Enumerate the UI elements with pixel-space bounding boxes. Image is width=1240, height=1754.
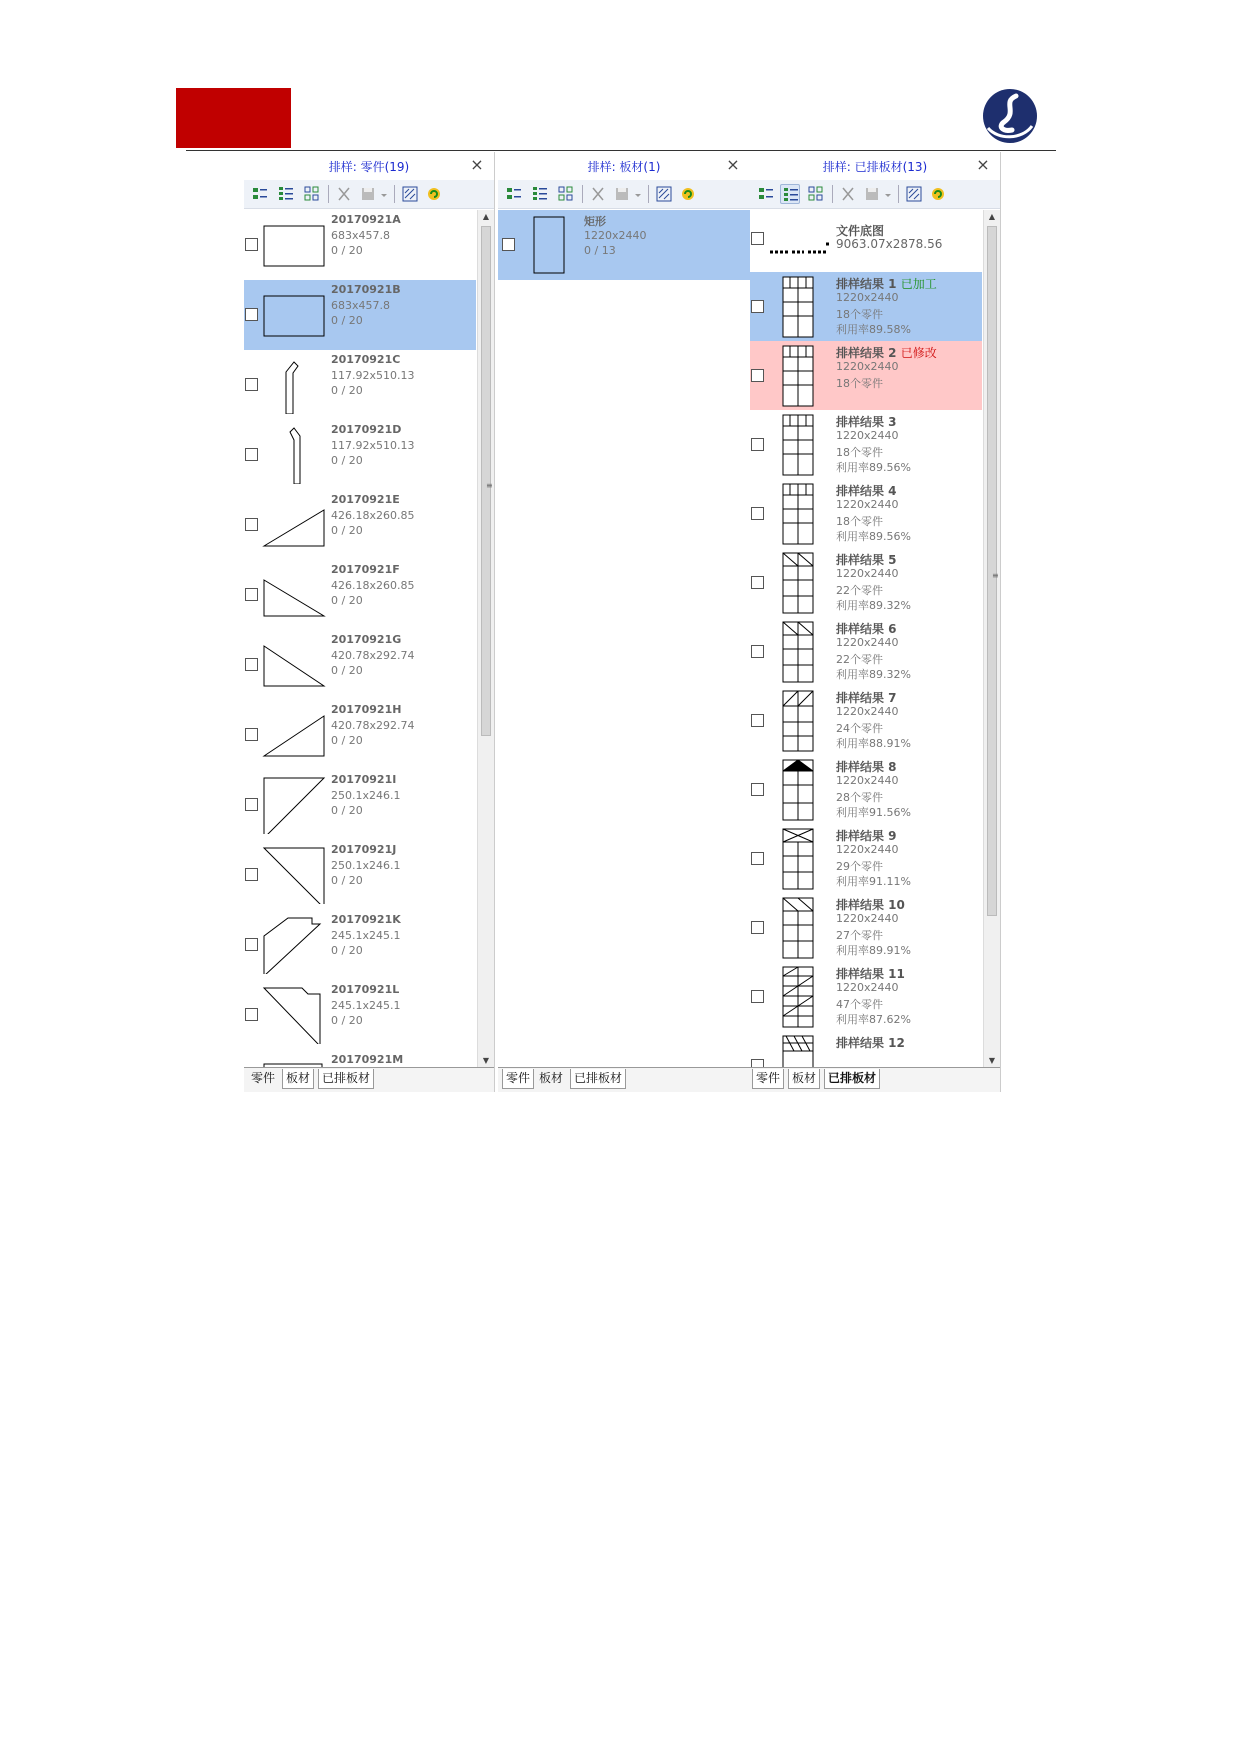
status-badge: 已修改 [900,346,937,360]
checkbox[interactable] [751,232,764,245]
chevron-down-icon[interactable] [378,184,388,204]
nest-result-thumbnail [782,1035,814,1068]
panel-title: 排样: 板材(1) [587,160,661,174]
tab-sheets[interactable]: 板材 [539,1071,564,1085]
nest-icon[interactable] [904,184,924,204]
toolbar [750,180,1000,209]
part-thumbnail [262,356,332,414]
part-thumbnail [262,636,332,694]
large-list-view-icon[interactable] [504,184,524,204]
checkbox[interactable] [245,238,258,251]
checkbox[interactable] [751,852,764,865]
save-icon[interactable] [862,184,882,204]
tab-sheets[interactable]: 板材 [282,1069,314,1089]
checkbox[interactable] [245,728,258,741]
list-item[interactable]: 排样结果 11 1220x2440 47个零件 利用率87.62% [750,962,982,1031]
chevron-down-icon[interactable] [882,184,892,204]
small-list-view-icon[interactable] [530,184,550,204]
part-thumbnail [262,916,332,974]
checkbox[interactable] [245,448,258,461]
cut-icon[interactable] [334,184,354,204]
scroll-down-icon[interactable]: ▼ [482,1056,490,1065]
list-item[interactable]: 20170921C 117.92x510.13 0 / 20 [244,350,476,420]
save-icon[interactable] [612,184,632,204]
list-item[interactable]: 20170921K 245.1x245.1 0 / 20 [244,910,476,980]
toolbar [498,180,750,209]
refresh-icon[interactable] [678,184,698,204]
tab-bar [244,1067,494,1092]
large-list-view-icon[interactable] [756,184,776,204]
checkbox[interactable] [751,438,764,451]
small-list-view-icon[interactable] [276,184,296,204]
checkbox[interactable] [751,369,764,382]
panel-title: 排样: 零件(19) [328,160,410,174]
nest-result-thumbnail [782,897,814,959]
list-item[interactable]: 20170921B 683x457.8 0 / 20 [244,280,476,350]
part-thumbnail [262,286,332,344]
tree-view-icon[interactable] [806,184,826,204]
scroll-up-icon[interactable]: ▲ [988,212,996,221]
header-rule [186,150,1056,151]
list-item[interactable]: 排样结果 4 1220x2440 18个零件 利用率89.56% [750,479,982,548]
checkbox[interactable] [245,1008,258,1021]
tab-sheets[interactable]: 板材 [788,1069,820,1089]
list-item[interactable]: 20170921H 420.78x292.74 0 / 20 [244,700,476,770]
scroll-thumb[interactable]: ≡ [481,226,491,736]
checkbox[interactable] [751,645,764,658]
close-icon[interactable]: × [976,155,990,174]
tab-bar [750,1067,1000,1092]
tab-parts[interactable]: 零件 [251,1071,276,1085]
cut-icon[interactable] [838,184,858,204]
panel-title: 排样: 已排板材(13) [822,160,928,174]
tab-bar [498,1067,750,1092]
list-item[interactable]: 20170921E 426.18x260.85 0 / 20 [244,490,476,560]
tab-parts[interactable]: 零件 [502,1069,534,1089]
checkbox[interactable] [502,238,515,251]
list-item[interactable]: 20170921J 250.1x246.1 0 / 20 [244,840,476,910]
checkbox[interactable] [751,990,764,1003]
checkbox[interactable] [245,378,258,391]
checkbox[interactable] [245,308,258,321]
list-item[interactable]: 20170921G 420.78x292.74 0 / 20 [244,630,476,700]
checkbox[interactable] [245,588,258,601]
checkbox[interactable] [245,658,258,671]
nested-sheets-list [750,210,982,1068]
tree-view-icon[interactable] [302,184,322,204]
nest-result-thumbnail [782,414,814,476]
list-item[interactable]: 排样结果 12 [750,1031,982,1068]
status-badge: 已加工 [900,277,937,291]
part-thumbnail [262,566,332,624]
scroll-down-icon[interactable]: ▼ [988,1056,996,1065]
list-item[interactable]: 排样结果 6 1220x2440 22个零件 利用率89.32% [750,617,982,686]
nest-result-thumbnail [782,483,814,545]
nest-result-thumbnail [782,966,814,1028]
nest-icon[interactable] [654,184,674,204]
part-thumbnail [262,216,332,274]
small-list-view-icon[interactable] [780,184,800,204]
part-thumbnail [262,986,332,1044]
refresh-icon[interactable] [928,184,948,204]
page-header [176,88,1056,152]
nest-result-thumbnail [782,759,814,821]
parts-list [244,210,476,1068]
scroll-thumb[interactable]: ≡ [987,226,997,916]
close-icon[interactable]: × [470,155,484,174]
drawing-thumbnail [768,216,838,274]
tab-nested-sheets[interactable]: 已排板材 [824,1069,880,1089]
cut-icon[interactable] [588,184,608,204]
list-item[interactable]: 20170921A 683x457.8 0 / 20 [244,210,476,280]
nest-result-thumbnail [782,345,814,407]
close-icon[interactable]: × [726,155,740,174]
scrollbar[interactable] [983,210,1000,1068]
nest-result-thumbnail [782,276,814,338]
list-item[interactable]: 20170921L 245.1x245.1 0 / 20 [244,980,476,1050]
list-item[interactable]: 文件底图 9063.07x2878.56 [750,210,982,270]
list-item[interactable]: 排样结果 7 1220x2440 24个零件 利用率88.91% [750,686,982,755]
checkbox[interactable] [751,576,764,589]
checkbox[interactable] [751,507,764,520]
list-item[interactable]: 排样结果 5 1220x2440 22个零件 利用率89.32% [750,548,982,617]
scroll-up-icon[interactable]: ▲ [482,212,490,221]
save-icon[interactable] [358,184,378,204]
company-logo-icon [982,88,1038,144]
red-header-block [176,88,291,148]
scrollbar[interactable] [477,210,494,1068]
list-item[interactable]: 排样结果 9 1220x2440 29个零件 利用率91.11% [750,824,982,893]
part-thumbnail [262,496,332,554]
nest-result-thumbnail [782,690,814,752]
list-item[interactable]: 排样结果 2 已修改 1220x2440 18个零件 [750,341,982,410]
list-item[interactable]: 排样结果 10 1220x2440 27个零件 利用率89.91% [750,893,982,962]
list-item[interactable]: 20170921M [244,1050,476,1068]
refresh-icon[interactable] [424,184,444,204]
nest-result-thumbnail [782,621,814,683]
tab-nested-sheets[interactable]: 已排板材 [318,1069,374,1089]
list-item[interactable]: 排样结果 8 1220x2440 28个零件 利用率91.56% [750,755,982,824]
nest-result-thumbnail [782,552,814,614]
list-item[interactable]: 20170921D 117.92x510.13 0 / 20 [244,420,476,490]
checkbox[interactable] [245,518,258,531]
tab-parts[interactable]: 零件 [752,1069,784,1089]
checkbox[interactable] [751,921,764,934]
sheets-list [498,210,750,1068]
chevron-down-icon[interactable] [632,184,642,204]
tree-view-icon[interactable] [556,184,576,204]
parts-panel [244,152,495,1092]
list-item[interactable]: 排样结果 3 1220x2440 18个零件 利用率89.56% [750,410,982,479]
part-thumbnail [262,706,332,764]
nest-result-thumbnail [782,828,814,890]
tab-nested-sheets[interactable]: 已排板材 [570,1069,626,1089]
nested-sheets-panel [750,152,1001,1092]
checkbox[interactable] [245,938,258,951]
checkbox[interactable] [751,300,764,313]
checkbox[interactable] [751,783,764,796]
large-list-view-icon[interactable] [250,184,270,204]
list-item[interactable]: 20170921F 426.18x260.85 0 / 20 [244,560,476,630]
toolbar [244,180,494,209]
nest-icon[interactable] [400,184,420,204]
part-thumbnail [262,426,332,484]
list-item[interactable]: 矩形 1220x2440 0 / 13 [498,210,750,280]
checkbox[interactable] [245,798,258,811]
list-item[interactable]: 20170921I 250.1x246.1 0 / 20 [244,770,476,840]
list-item[interactable]: 排样结果 1 已加工 1220x2440 18个零件 利用率89.58% [750,272,982,341]
part-thumbnail [262,776,332,834]
checkbox[interactable] [245,868,258,881]
sheets-panel [498,152,751,1092]
part-thumbnail [262,846,332,904]
checkbox[interactable] [751,714,764,727]
